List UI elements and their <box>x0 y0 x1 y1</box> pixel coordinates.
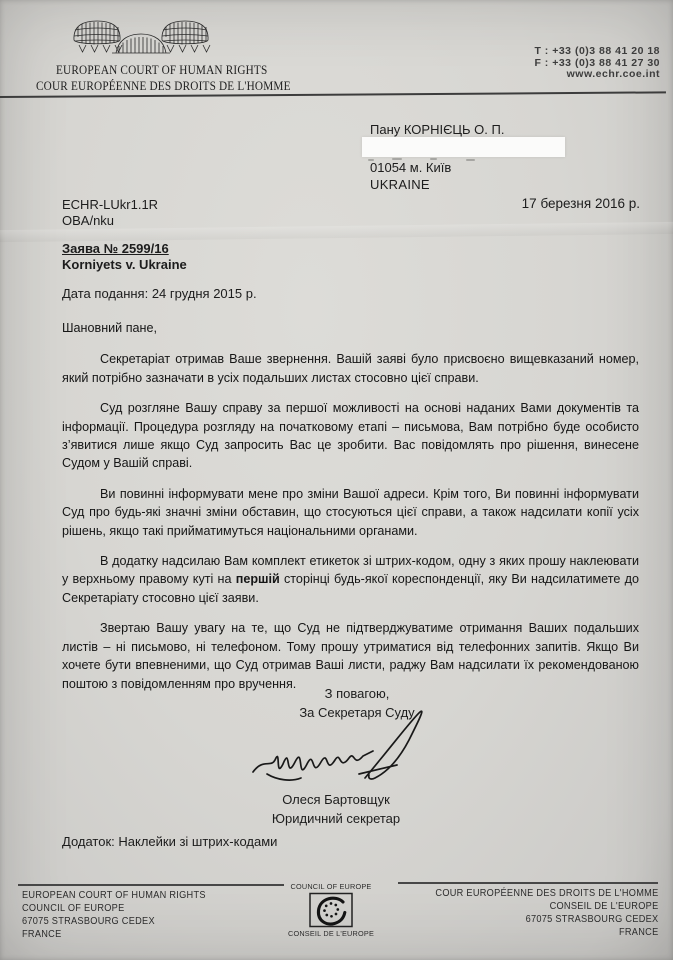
recipient-name: Пану КОРНІЄЦЬ О. П. <box>370 122 505 137</box>
footer-address-english <box>22 889 206 941</box>
paragraph-4-end: сторінці будь-якої кореспонденції, яку Ви надсилатимете до Секретаріату стосовно цієї заяви. <box>62 572 639 605</box>
echr-building-logo <box>52 13 230 68</box>
reference-initials: OBA/nku <box>62 213 115 228</box>
paragraph-4-emphasis: першій <box>235 572 280 587</box>
org-name-french: COUR EUROPÉENNE DES DROITS DE L'HOMME <box>36 79 291 93</box>
footer-left-line: COUNCIL OF EUROPE <box>22 903 125 914</box>
phone-line: T : +33 (0)3 88 41 20 18 <box>534 45 660 57</box>
letter-body <box>62 319 639 693</box>
redaction-box-white <box>362 137 565 157</box>
contact-block <box>534 46 660 81</box>
footer-right-line: FRANCE <box>618 927 658 938</box>
footer-address-french <box>435 887 658 939</box>
recipient-city: 01054 м. Київ <box>370 160 452 175</box>
filing-date: Дата подання: 24 грудня 2015 р. <box>62 286 257 301</box>
letter-date: 17 березня 2016 р. <box>521 196 640 211</box>
reference-code: ECHR-LUkr1.1R <box>62 197 159 212</box>
paragraph-1: Секретаріат отримав Ваше звернення. Вашій заяві було присвоєно вищевказаний номер, який потрібно зазначати в усіх подальших листах стосовно цієї справи. <box>62 352 639 385</box>
salutation: Шановний пане, <box>62 321 158 335</box>
org-name-english: EUROPEAN COURT OF HUMAN RIGHTS <box>56 63 268 77</box>
coe-label-english: COUNCIL OF EUROPE <box>290 882 372 891</box>
paragraph-2: Суд розгляне Вашу справу за першої можливості на основі наданих Вами документів та інформації. Процедура розгляду на початковому етапі – письмова, Вам потрібно буде особисто з’явитися лише якщо Суд запросить Вас це зробити. Вас повідомлять про рішення, винесене Судом у Вашій справі. <box>62 401 639 471</box>
footer-right-line: CONSEIL DE L'EUROPE <box>549 901 658 912</box>
signature-scribble <box>247 708 447 803</box>
footer-divider-right <box>398 882 658 884</box>
case-name: Korniyets v. Ukraine <box>62 257 187 272</box>
closing-regards: З повагою, <box>324 686 390 701</box>
footer-left-line: FRANCE <box>22 929 62 940</box>
footer-right-line: 67075 STRASBOURG CEDEX <box>525 914 658 925</box>
paragraph-5: Звертаю Вашу увагу на те, що Суд не підтверджуватиме отримання Ваших подальших листів – ні письмово, ні телефоном. Тому прошу утриматися від телефонних запитів. Якщо Ви хочете бути впевненими, що Суд отримав Ваші листи, раджу Вам надсилати їх рекомендованою поштою з повідомленням про вручення. <box>62 621 639 691</box>
council-of-europe-logo <box>305 892 357 929</box>
enclosure-line: Додаток: Наклейки зі штрих-кодами <box>62 834 278 849</box>
closing-on-behalf: За Секретаря Суду <box>299 704 415 720</box>
signer-title: Юридичний секретар <box>271 810 401 826</box>
signer-block <box>196 791 476 828</box>
reference-block <box>62 197 257 302</box>
fax-line: F : +33 (0)3 88 41 27 30 <box>534 56 660 69</box>
council-of-europe-emblem <box>283 882 379 938</box>
application-number: Заява № 2599/16 <box>62 241 169 256</box>
paragraph-3: Ви повинні інформувати мене про зміни Вашої адреси. Крім того, Ви повинні інформувати Суд про будь-які значні зміни обставин, що стосуються цієї справи, а також надсилати копії усіх рішень, якщо такі прийматимуться національними органами. <box>62 486 639 538</box>
paragraph-4-start: В додатку надсилаю Вам комплект етикеток зі штрих-кодом, одну з яких прошу наклеювати у верхньому правому куті на <box>62 554 639 587</box>
footer-right-line: COUR EUROPÉENNE DES DROITS DE L'HOMME <box>434 888 658 899</box>
coe-label-french: CONSEIL DE L'EUROPE <box>287 929 375 938</box>
recipient-country: UKRAINE <box>370 177 430 192</box>
paragraph-4 <box>62 552 639 607</box>
signer-name: Олеся Бартовщук <box>282 792 390 807</box>
footer-divider-left <box>18 884 284 886</box>
website-line: www.echr.coe.int <box>566 68 660 80</box>
footer-left-line: 67075 STRASBOURG CEDEX <box>22 916 155 927</box>
footer-left-line: EUROPEAN COURT OF HUMAN RIGHTS <box>22 890 206 901</box>
redacted-text-trace <box>466 159 475 161</box>
